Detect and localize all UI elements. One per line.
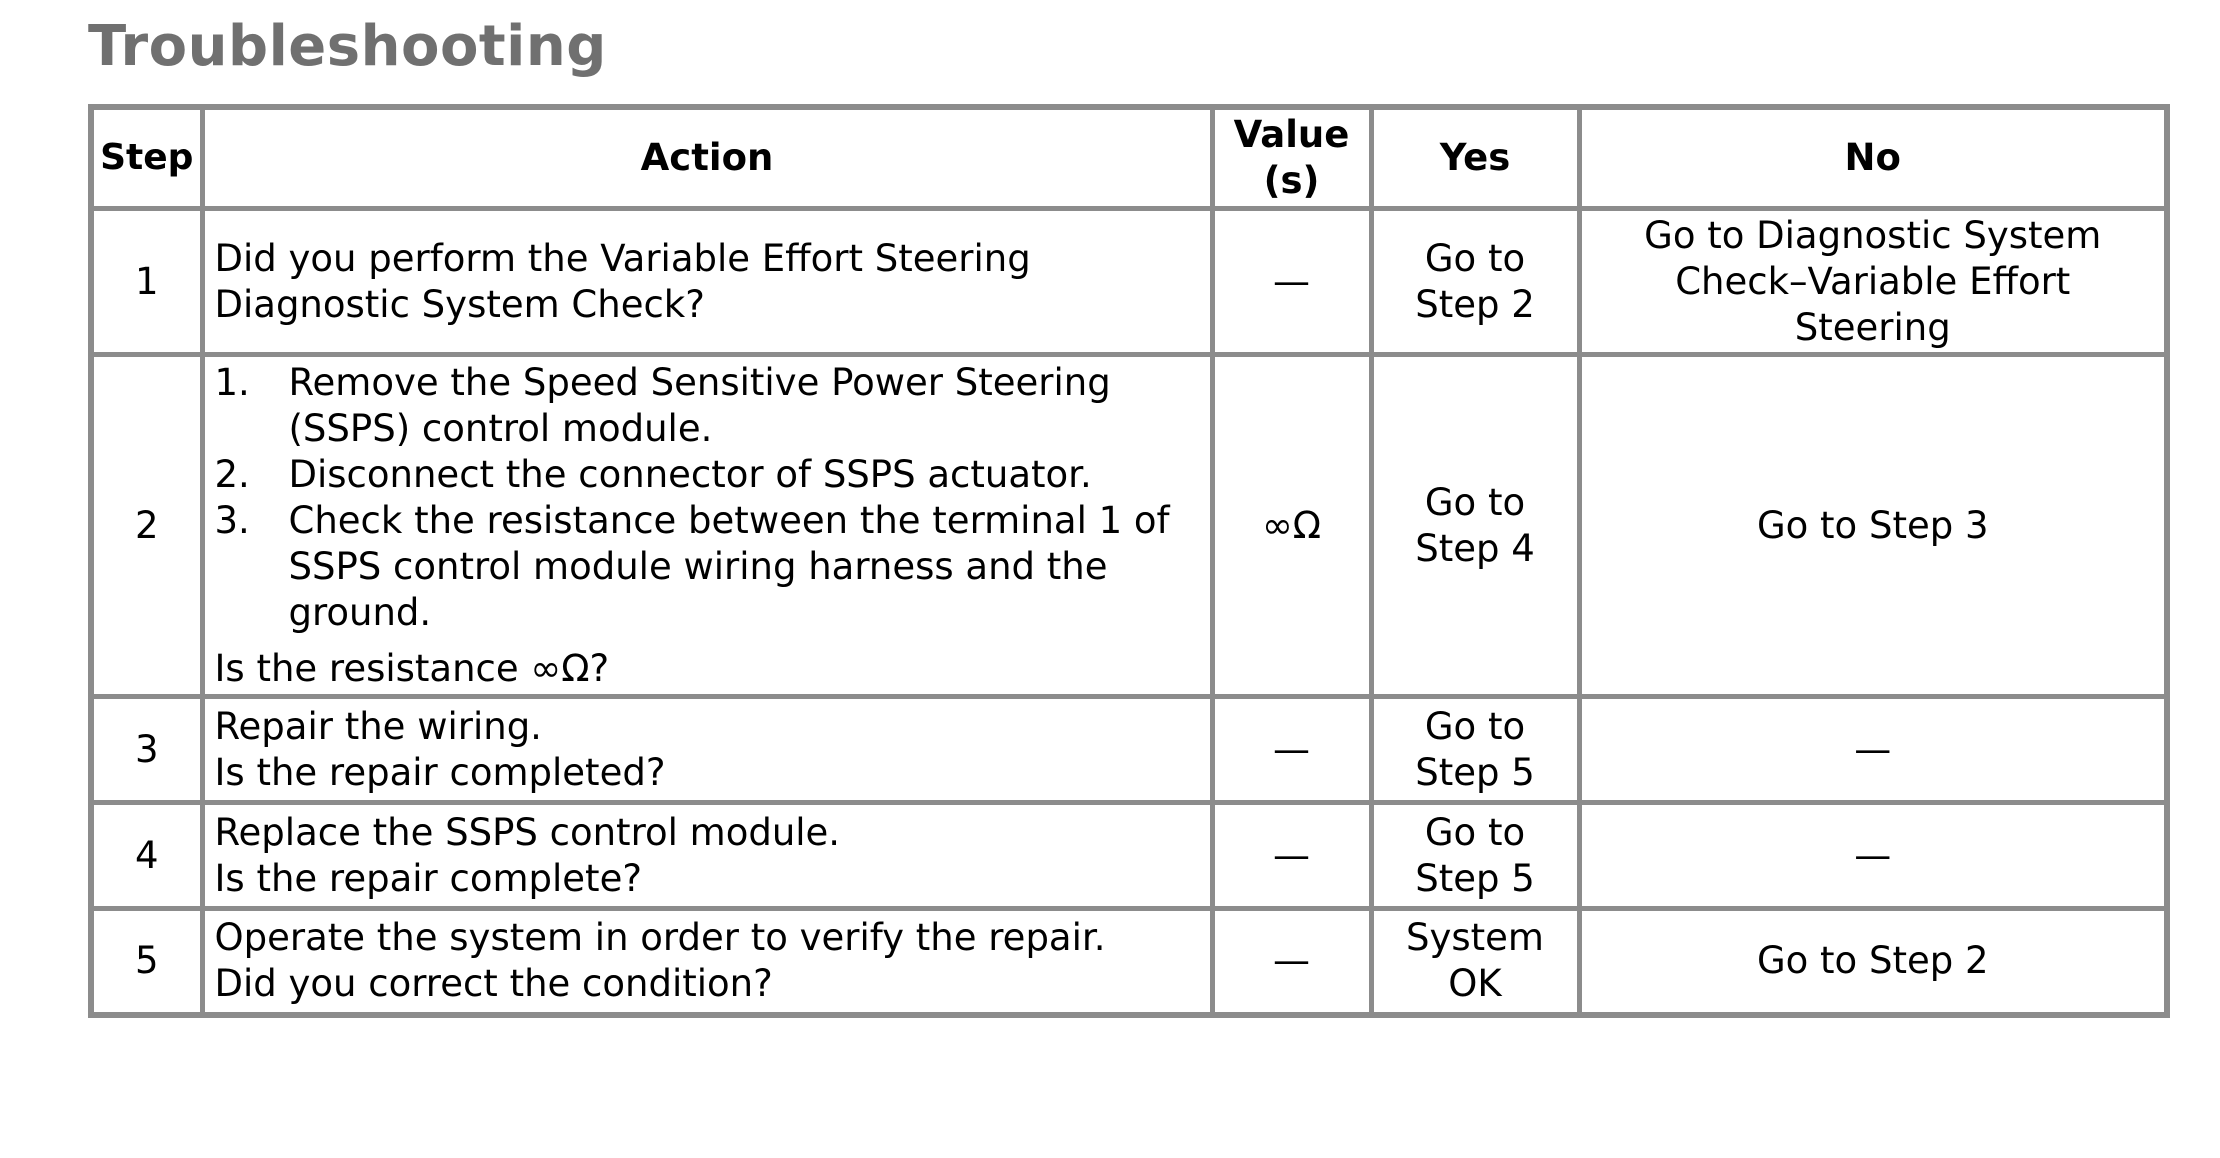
action-steps-list — [215, 360, 1196, 636]
action-cell — [202, 697, 1212, 803]
action-cell — [202, 803, 1212, 909]
action-list-item — [215, 452, 1196, 498]
header-value-line1: Value — [1233, 113, 1350, 156]
no-cell: — — [1579, 803, 2167, 909]
yes-line: Step 5 — [1415, 750, 1535, 794]
value-cell: — — [1212, 909, 1371, 1015]
action-line: Remove the Speed Sensitive Power Steering — [288, 360, 1111, 404]
table-row — [91, 209, 2167, 355]
list-number: 3. — [214, 498, 250, 542]
yes-cell — [1371, 803, 1579, 909]
action-line: Repair the wiring. — [214, 704, 542, 748]
yes-line: Step 2 — [1415, 282, 1535, 326]
action-question: Is the resistance ∞Ω? — [214, 646, 610, 690]
header-step: Step — [91, 107, 202, 209]
header-yes: Yes — [1371, 107, 1579, 209]
table-row — [91, 803, 2167, 909]
header-no: No — [1579, 107, 2167, 209]
action-line: Did you correct the condition? — [214, 962, 773, 1006]
yes-line: Go to — [1424, 810, 1526, 854]
action-line: Check the resistance between the terminal 1 of — [288, 498, 1170, 542]
header-value-line2: (s) — [1263, 159, 1320, 202]
action-line: Replace the SSPS control module. — [214, 810, 841, 854]
action-line: Operate the system in order to verify the repair. — [214, 916, 1106, 960]
no-cell: — — [1579, 697, 2167, 803]
no-cell: Go to Step 3 — [1579, 355, 2167, 697]
yes-cell — [1371, 909, 1579, 1015]
step-cell: 5 — [91, 909, 202, 1015]
action-line: (SSPS) control module. — [288, 406, 713, 450]
value-cell: ∞Ω — [1212, 355, 1371, 697]
yes-line: OK — [1448, 962, 1502, 1006]
action-cell — [202, 209, 1212, 355]
list-number: 1. — [214, 360, 250, 404]
action-line: Did you perform the Variable Effort Steering — [214, 236, 1031, 280]
no-cell: Go to Step 2 — [1579, 909, 2167, 1015]
no-line: Check–Variable Effort — [1675, 259, 2071, 303]
step-cell: 3 — [91, 697, 202, 803]
yes-line: Go to — [1424, 236, 1526, 280]
yes-cell — [1371, 697, 1579, 803]
yes-line: Step 4 — [1415, 526, 1535, 570]
action-cell — [202, 355, 1212, 697]
troubleshooting-table — [88, 104, 2170, 1018]
table-row — [91, 355, 2167, 697]
step-cell: 4 — [91, 803, 202, 909]
value-cell: — — [1212, 209, 1371, 355]
yes-line: System — [1406, 916, 1544, 960]
no-line: Steering — [1794, 305, 1951, 349]
action-list-item — [215, 360, 1196, 452]
action-line: Is the repair complete? — [214, 856, 642, 900]
header-value — [1212, 107, 1371, 209]
yes-line: Step 5 — [1415, 856, 1535, 900]
action-line: Disconnect the connector of SSPS actuator. — [288, 452, 1092, 496]
action-list-item — [215, 498, 1196, 636]
no-cell — [1579, 209, 2167, 355]
step-cell: 2 — [91, 355, 202, 697]
table-header-row — [91, 107, 2167, 209]
table-row — [91, 909, 2167, 1015]
value-cell: — — [1212, 697, 1371, 803]
action-line: Diagnostic System Check? — [214, 282, 705, 326]
action-cell — [202, 909, 1212, 1015]
yes-line: Go to — [1424, 480, 1526, 524]
yes-cell — [1371, 209, 1579, 355]
action-line: ground. — [288, 590, 432, 634]
page-title: Troubleshooting — [88, 14, 607, 79]
action-line: SSPS control module wiring harness and the — [288, 544, 1108, 588]
list-number: 2. — [214, 452, 250, 496]
table-row — [91, 697, 2167, 803]
yes-line: Go to — [1424, 704, 1526, 748]
step-cell: 1 — [91, 209, 202, 355]
value-cell: — — [1212, 803, 1371, 909]
yes-cell — [1371, 355, 1579, 697]
action-line: Is the repair completed? — [214, 750, 666, 794]
header-action: Action — [202, 107, 1212, 209]
no-line: Go to Diagnostic System — [1644, 213, 2102, 257]
